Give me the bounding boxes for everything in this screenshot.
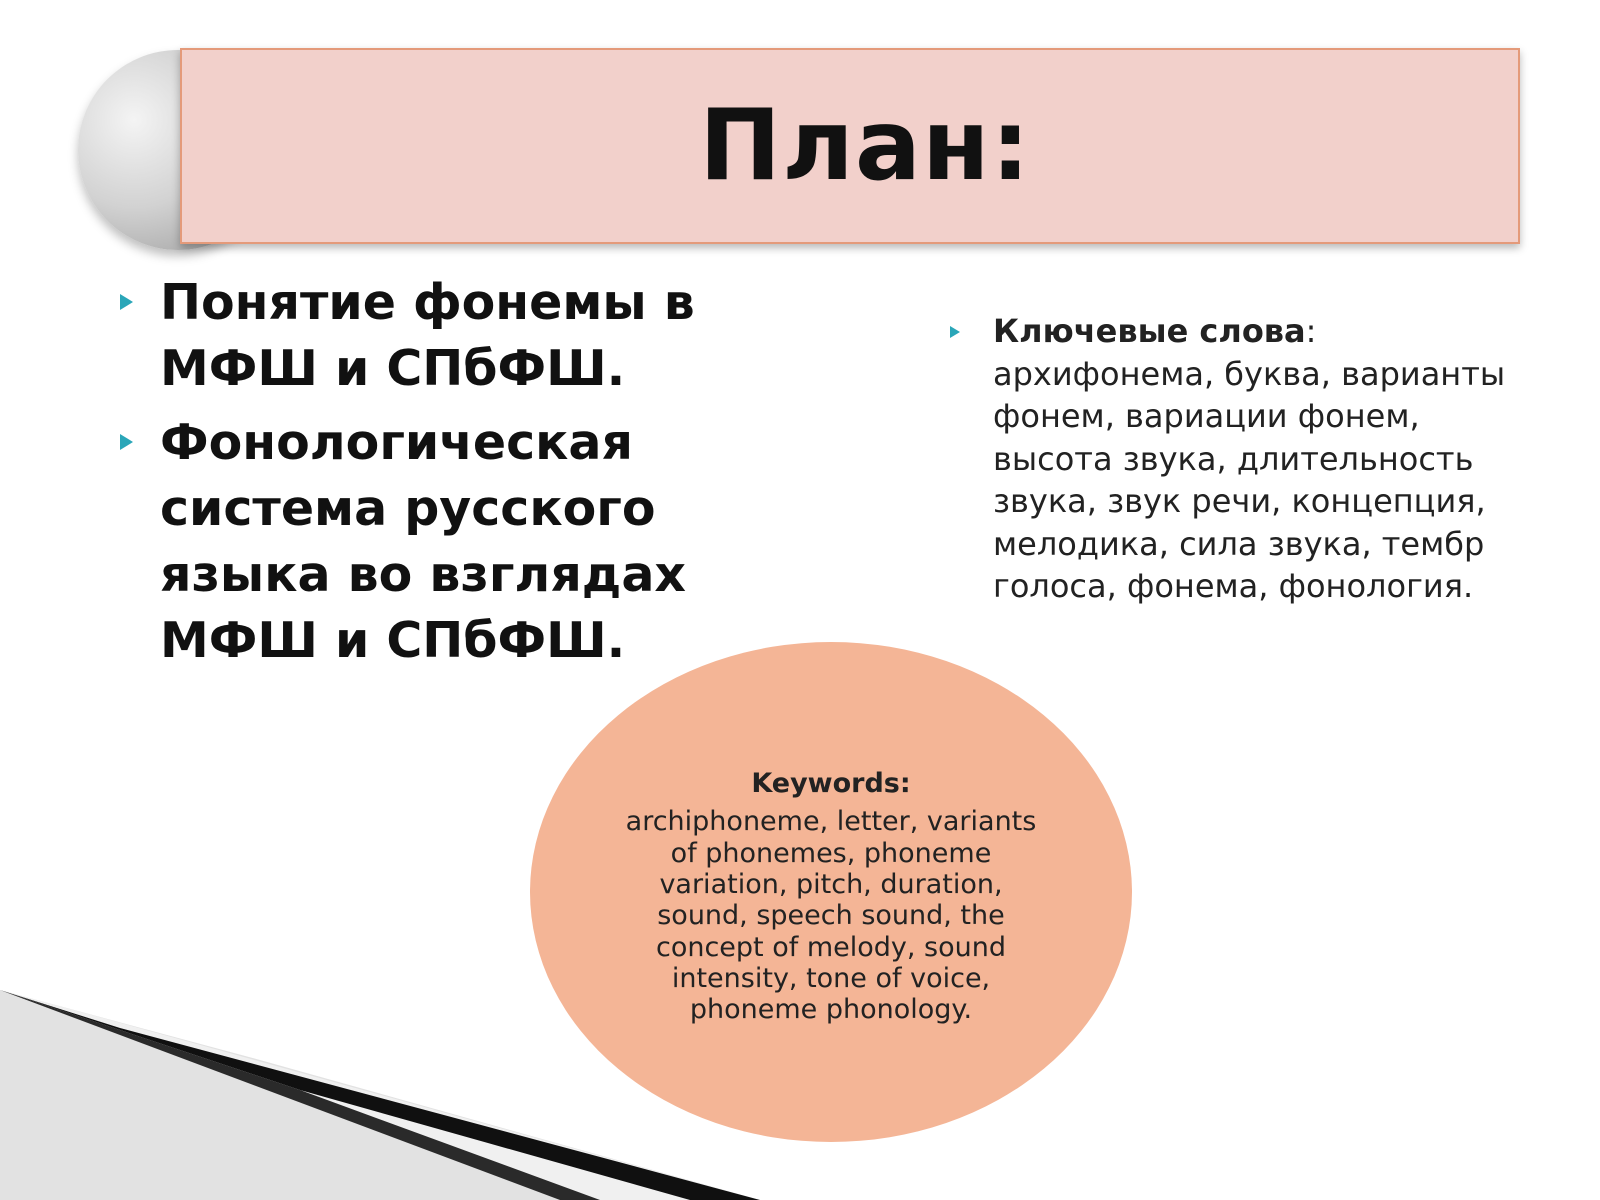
plan-item xyxy=(112,410,732,674)
keywords-en-title: Keywords: xyxy=(751,768,911,800)
keywords-en-content xyxy=(621,764,1041,1025)
keywords-ru-list xyxy=(948,310,1508,608)
bullet-arrow-icon xyxy=(950,326,960,338)
plan-item-text: Фонологическая система русского языка во взглядах МФШ и СПбФШ. xyxy=(160,414,687,669)
slide-title: План: xyxy=(699,89,1031,203)
keywords-ru-text: архифонема, буква, варианты фонем, вариации фонем, высота звука, длительность звука, звук речи, концепция, мелодика, сила звука, тембр голоса, фонема, фонология. xyxy=(993,354,1506,605)
plan-item xyxy=(112,270,732,402)
keywords-ru-label: Ключевые слова xyxy=(993,312,1306,350)
bullet-arrow-icon xyxy=(120,434,133,450)
keywords-ru-item xyxy=(948,310,1508,608)
keywords-en-ellipse xyxy=(530,642,1132,1142)
plan-item-text: Понятие фонемы в МФШ и СПбФШ. xyxy=(160,274,695,397)
plan-list xyxy=(112,270,732,682)
title-box xyxy=(180,48,1520,244)
keywords-en-text: archiphoneme, letter, variants of phonemes, phoneme variation, pitch, duration, sound, speech sound, the concept of melody, sound intensity, tone of voice, phoneme phonology. xyxy=(625,806,1037,1026)
bullet-arrow-icon xyxy=(120,294,133,310)
keywords-ru-separator: : xyxy=(1305,312,1317,350)
